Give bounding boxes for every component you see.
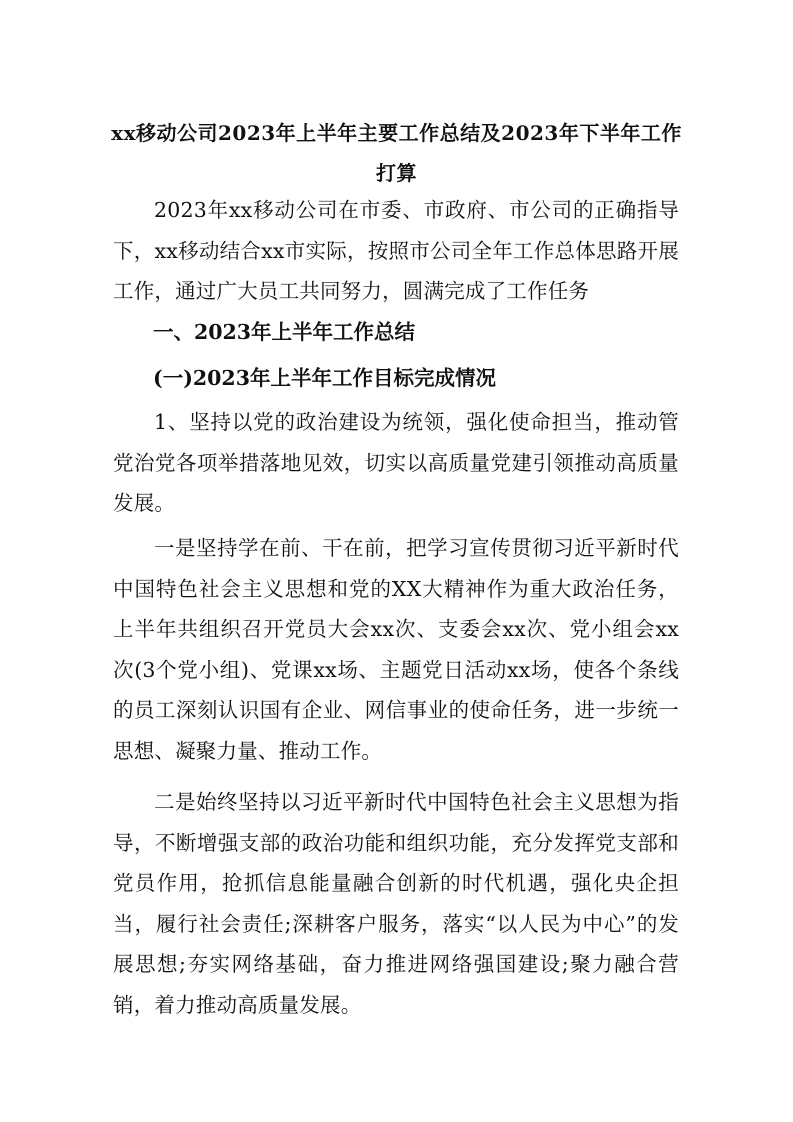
body-paragraph-er: 二是始终坚持以习近平新时代中国特色社会主义思想为指导，不断增强支部的政治功能和组织功能，充分发挥党支部和党员作用，抢抓信息能量融合创新的时代机遇，强化央企担当，履行社会责任;深耕客户服务，落实“以人民为中心”的发展思想;夯实网络基础，奋力推进网络强国建设;聚力融合营销，着力推动高质量发展。: [113, 790, 679, 1017]
subsection-heading: (一)2023年上半年工作目标完成情况: [153, 366, 496, 390]
section-heading: 一、2023年上半年工作总结: [153, 320, 416, 344]
intro-paragraph: 2023年xx移动公司在市委、市政府、市公司的正确指导下，xx移动结合xx市实际，按照市公司全年工作总体思路开展工作，通过广大员工共同努力，圆满完成了工作任务: [113, 198, 679, 303]
body-paragraph-yi: 一是坚持学在前、干在前，把学习宣传贯彻习近平新时代中国特色社会主义思想和党的XX大精神作为重大政治任务，上半年共组织召开党员大会xx次、支委会xx次、党小组会xx次(3个党小组)、党课xx场、主题党日活动xx场，使各个条线的员工深刻认识国有企业、网信事业的使命任务，进一步统一思想、凝聚力量、推动工作。: [113, 536, 679, 763]
item-paragraph: 1、坚持以党的政治建设为统领，强化使命担当，推动管党治党各项举措落地见效，切实以高质量党建引领推动高质量发展。: [113, 410, 679, 515]
document-title: xx移动公司2023年上半年主要工作总结及2023年下半年工作打算: [111, 121, 682, 186]
